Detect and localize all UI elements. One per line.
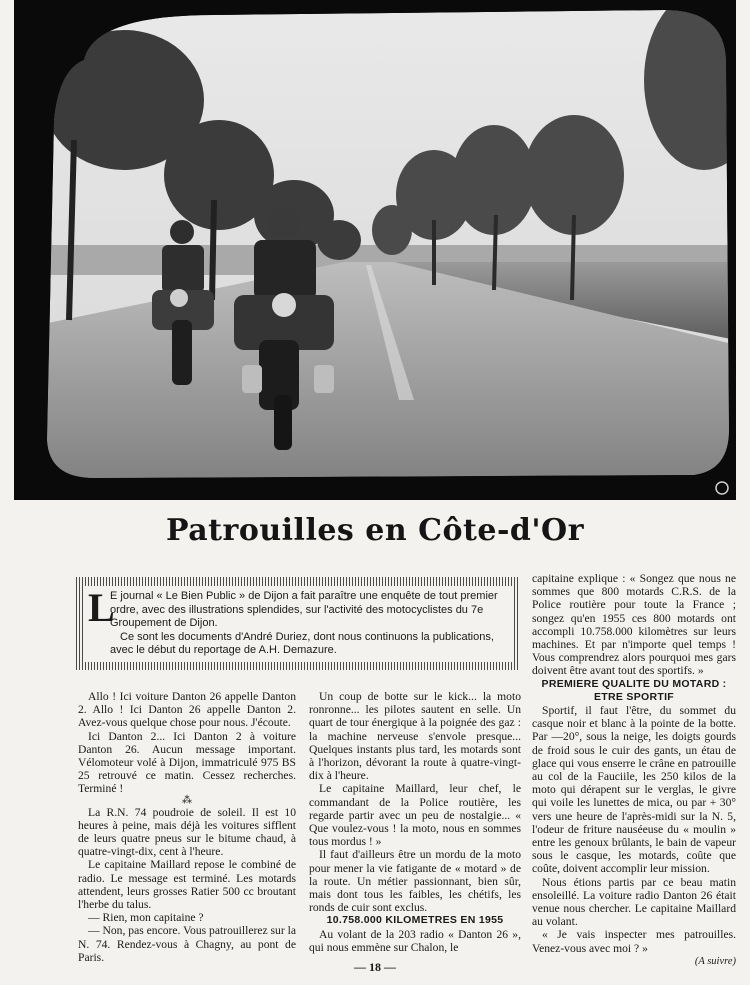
column-3 xyxy=(532,572,736,968)
paragraph: La R.N. 74 poudroie de soleil. Il est 10 heures à peine, mais déjà les voitures sifflent de leurs quatre pneus sur le bitume chaud, à quatre-vingt-dix, cent à l'heure. xyxy=(78,805,296,859)
article-headline: Patrouilles en Côte-d'Or xyxy=(165,513,584,548)
intro-text xyxy=(84,586,512,662)
photo-mirror-motorcyclists xyxy=(14,0,736,500)
section-subheading: 10.758.000 KILOMETRES EN 1955 xyxy=(326,914,504,927)
paragraph: — Rien, mon capitaine ? xyxy=(88,911,204,925)
photo-illustration xyxy=(14,0,736,500)
intro-dropcap: L xyxy=(88,585,115,630)
paragraph: Le capitaine Maillard repose le combiné de radio. Le message est terminé. Les motards attendent, leurs grosses Ratier 500 cc broutant l'herbe du talus. xyxy=(78,858,296,912)
intro-paragraph: E journal « Le Bien Public » de Dijon a fait paraître une enquête de tout premier ordre, avec des illustrations splendides, sur l'activité des motocyclistes du 7e Groupement de Dijon. xyxy=(110,590,498,629)
to-be-continued: (A suivre) xyxy=(694,955,736,967)
paragraph: Un coup de botte sur le kick... la moto ronronne... les pilotes sautent en selle. Un quart de tour énergique à la poignée des gaz : la machine nerveuse s'envole presque... Quelques instants plus tard, les motards sont à l'horizon, dévorant la route à quatre-vingt-dix à l'heure. xyxy=(309,690,521,783)
column-1 xyxy=(78,690,296,964)
paragraph: « Je vais inspecter mes patrouilles. Venez-vous avec moi ? » xyxy=(532,928,736,955)
intro-paragraph: Ce sont les documents d'André Duriez, dont nous continuons la publications, avec le début du reportage de A.H. Demazure. xyxy=(110,630,494,656)
paragraph: Au volant de la 203 radio « Danton 26 », qui nous emmène sur Chalon, le xyxy=(309,927,521,954)
paragraph: Nous étions partis par ce beau matin ensoleillé. La voiture radio Danton 26 était venue nous chercher. Le capitaine Maillard au volant. xyxy=(532,875,736,929)
column-2 xyxy=(309,690,521,954)
paragraph: capitaine explique : « Songez que nous ne sommes que 800 motards C.R.S. de la Police routière pour toute la France ; songez qu'en 1955 ces 800 motards ont accompli 10.758.000 kilomètres sur leurs machines. Et par n'importe quel temps ! Vous comprendrez alors pourquoi mes gars doivent être avant tout des sportifs. » xyxy=(532,572,736,678)
paragraph: Ici Danton 2... Ici Danton 2 à voiture Danton 26. Aucun message important. Vélomoteur volé à Dijon, immatriculé 975 BS 25 retrouvé ce matin. Cessez recherches. Terminé ! xyxy=(78,729,296,796)
page-number: — 18 — xyxy=(354,960,396,974)
paragraph: Sportif, il faut l'être, du sommet du casque noir et blanc à la pointe de la botte. Par —20°, sous la neige, les doigts gourds de froid sous le cuir des gants, un étau de glace qui vous enserre le crâne en patrouille au col de la Fauciile, les 250 kilos de la moto qui dérapent sur le verglas, le givre qui voile les lunettes de mica, ou par + 30° vers une heure de l'après-midi sur la N. 5, l'odeur de friture nauséeuse du « moulin » entre les genoux brûlants, le bain de vapeur sous le casque, les motards, coûte que coûte, doivent accomplir leur mission. xyxy=(532,704,736,876)
paragraph: Il faut d'ailleurs être un mordu de la moto pour mener la vie fatigante de « motard » de la route. Un métier passionnant, bien sûr, mais dont tous les faibles, les chétifs, les ronds de cuir sont exclus. xyxy=(309,848,521,915)
paragraph: — Non, pas encore. Vous patrouillerez sur la N. 74. Rendez-vous à Chagny, au pont de Paris. xyxy=(78,924,296,964)
paragraph: Le capitaine Maillard, leur chef, le commandant de la Police routière, les regarde partir avec un peu de nostalgie... « Que voulez-vous ! la moto, nous en sommes tous mordus ! » xyxy=(309,782,521,849)
section-ornament: ⁂ xyxy=(182,794,192,806)
paragraph: Allo ! Ici voiture Danton 26 appelle Danton 2. Allo ! Ici Danton 26 appelle Danton 2. Avez-vous quelque chose pour nous. J'écoute. xyxy=(78,690,296,730)
intro-box xyxy=(76,577,520,670)
section-subheading: PREMIERE QUALITE DU MOTARD : ETRE SPORTIF xyxy=(541,677,727,703)
